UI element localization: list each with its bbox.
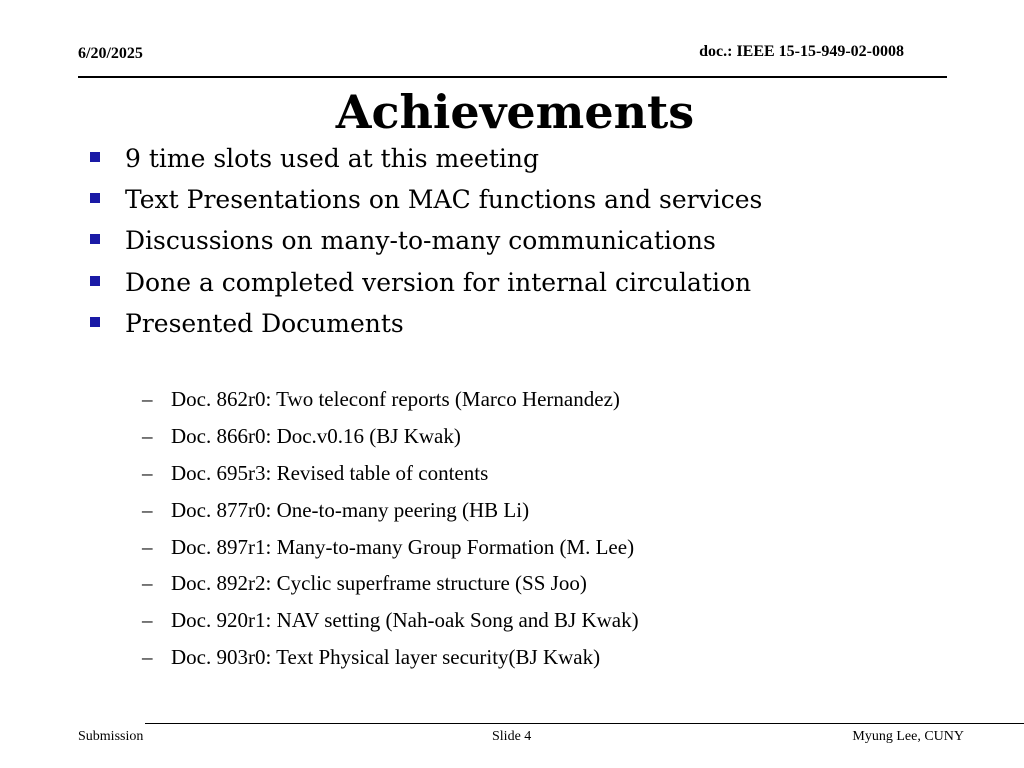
square-bullet-icon xyxy=(90,317,100,327)
header-doc-id: doc.: IEEE 15-15-949-02-0008 xyxy=(699,43,904,60)
document-item xyxy=(142,565,639,602)
document-text: Doc. 862r0: Two teleconf reports (Marco Hernandez) xyxy=(171,387,620,411)
dash-bullet-icon: – xyxy=(142,534,153,559)
bullet-item xyxy=(86,264,762,305)
document-text: Doc. 866r0: Doc.v0.16 (BJ Kwak) xyxy=(171,423,461,448)
square-bullet-icon xyxy=(90,276,100,286)
square-bullet-icon xyxy=(90,193,100,203)
document-item xyxy=(142,492,639,529)
document-item xyxy=(142,381,639,418)
dash-bullet-icon: – xyxy=(142,387,153,411)
bullet-text: 9 time slots used at this meeting xyxy=(125,144,539,173)
bullet-item xyxy=(86,140,762,181)
dash-bullet-icon: – xyxy=(142,608,153,633)
dash-bullet-icon: – xyxy=(142,497,153,522)
bullet-text: Text Presentations on MAC functions and services xyxy=(125,185,763,215)
document-text: Doc. 695r3: Revised table of contents xyxy=(171,460,489,485)
header-date: 6/20/2025 xyxy=(78,45,143,62)
footer-slide-number: Slide 4 xyxy=(492,729,532,744)
bullet-text: Presented Documents xyxy=(125,308,404,338)
bullet-text: Done a completed version for internal circulation xyxy=(125,267,752,297)
document-item xyxy=(142,529,639,566)
dash-bullet-icon: – xyxy=(142,645,153,670)
document-text: Doc. 903r0: Text Physical layer security(BJ Kwak) xyxy=(171,645,601,670)
footer-divider xyxy=(145,723,1024,724)
square-bullet-icon xyxy=(90,152,100,162)
document-text: Doc. 920r1: NAV setting (Nah-oak Song and BJ Kwak) xyxy=(171,608,639,633)
document-item xyxy=(142,418,639,455)
slide-title: Achievements xyxy=(335,85,695,139)
document-text: Doc. 897r1: Many-to-many Group Formation (M. Lee) xyxy=(171,534,635,559)
footer-author: Myung Lee, CUNY xyxy=(852,729,964,744)
bullet-item xyxy=(86,305,762,346)
bullet-list xyxy=(86,140,762,346)
dash-bullet-icon: – xyxy=(142,423,153,448)
bullet-text: Discussions on many-to-many communications xyxy=(125,226,716,256)
header-divider xyxy=(78,76,947,78)
document-list xyxy=(142,381,639,676)
document-item xyxy=(142,455,639,492)
document-item xyxy=(142,639,639,676)
dash-bullet-icon: – xyxy=(142,460,153,485)
footer-submission: Submission xyxy=(78,729,144,744)
bullet-item xyxy=(86,181,762,222)
dash-bullet-icon: – xyxy=(142,571,153,596)
document-text: Doc. 892r2: Cyclic superframe structure (SS Joo) xyxy=(171,571,587,596)
square-bullet-icon xyxy=(90,234,100,244)
document-text: Doc. 877r0: One-to-many peering (HB Li) xyxy=(171,497,530,522)
bullet-item xyxy=(86,222,762,263)
document-item xyxy=(142,602,639,639)
